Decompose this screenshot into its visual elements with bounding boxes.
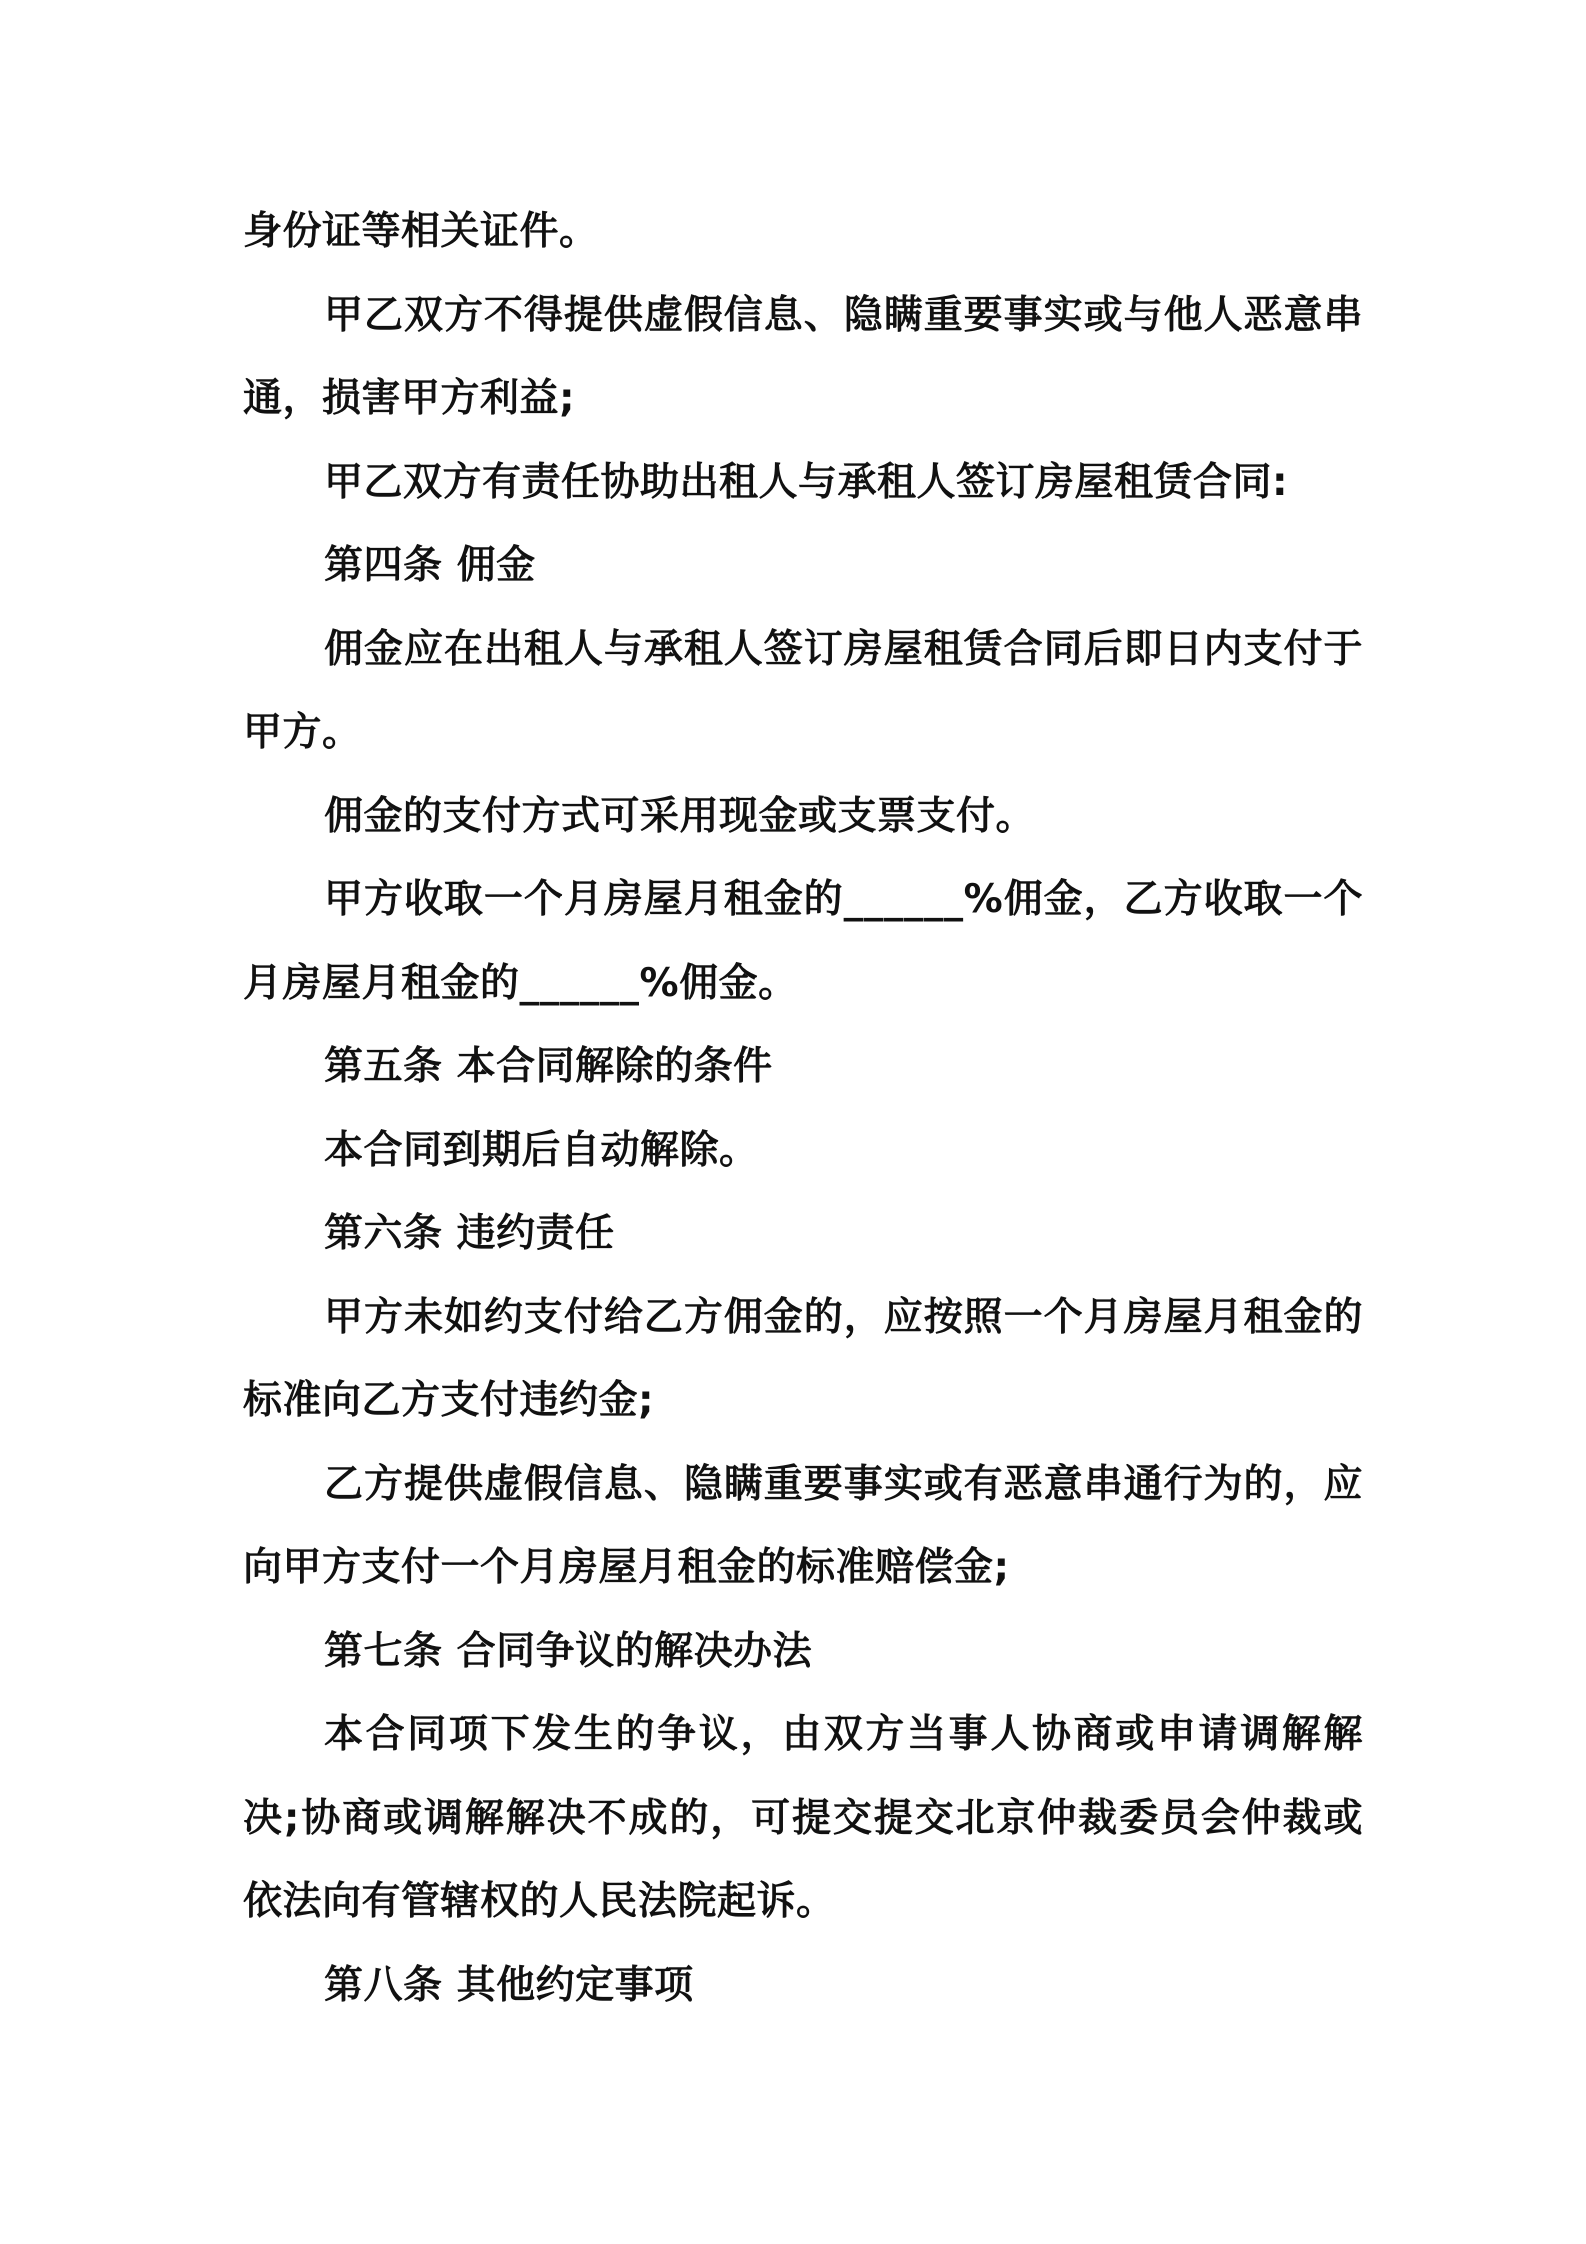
article-8-heading: 第八条 其他约定事项 — [324, 1962, 694, 2008]
article-4-heading: 第四条 佣金 — [324, 543, 536, 588]
paragraph-assist-signing: 甲乙双方有责任协助出租人与承租人签订房屋租赁合同: — [324, 459, 1289, 505]
document-body — [243, 190, 1363, 2027]
paragraph-no-false-info: 甲乙双方不得提供虚假信息、隐瞒重要事实或与他人恶意串通，损害甲方利益; — [243, 292, 1363, 421]
article-5-heading: 第五条 本合同解除的条件 — [324, 1044, 773, 1089]
paragraph-commission-timing: 佣金应在出租人与承租人签订房屋租赁合同后即日内支付于甲方。 — [243, 626, 1363, 755]
paragraph-party-a-liability: 甲方未如约支付给乙方佣金的，应按照一个月房屋月租金的标准向乙方支付违约金; — [243, 1294, 1363, 1423]
paragraph-dispute-resolution: 本合同项下发生的争议，由双方当事人协商或申请调解解决;协商或调解解决不成的，可提交提交北京仲裁委员会仲裁或依法向有管辖权的人民法院起诉。 — [243, 1712, 1363, 1924]
paragraph-auto-termination: 本合同到期后自动解除。 — [324, 1127, 759, 1173]
paragraph-id-documents: 身份证等相关证件。 — [243, 209, 599, 254]
article-7-heading: 第七条 合同争议的解决办法 — [324, 1628, 813, 1674]
paragraph-commission-rate: 甲方收取一个月房屋月租金的______%佣金，乙方收取一个月房屋月租金的______%佣金。 — [243, 877, 1363, 1006]
paragraph-party-b-liability: 乙方提供虚假信息、隐瞒重要事实或有恶意串通行为的，应向甲方支付一个月房屋月租金的标准赔偿金; — [243, 1461, 1363, 1590]
article-6-heading: 第六条 违约责任 — [324, 1211, 615, 1256]
paragraph-payment-method: 佣金的支付方式可采用现金或支票支付。 — [324, 793, 1036, 839]
